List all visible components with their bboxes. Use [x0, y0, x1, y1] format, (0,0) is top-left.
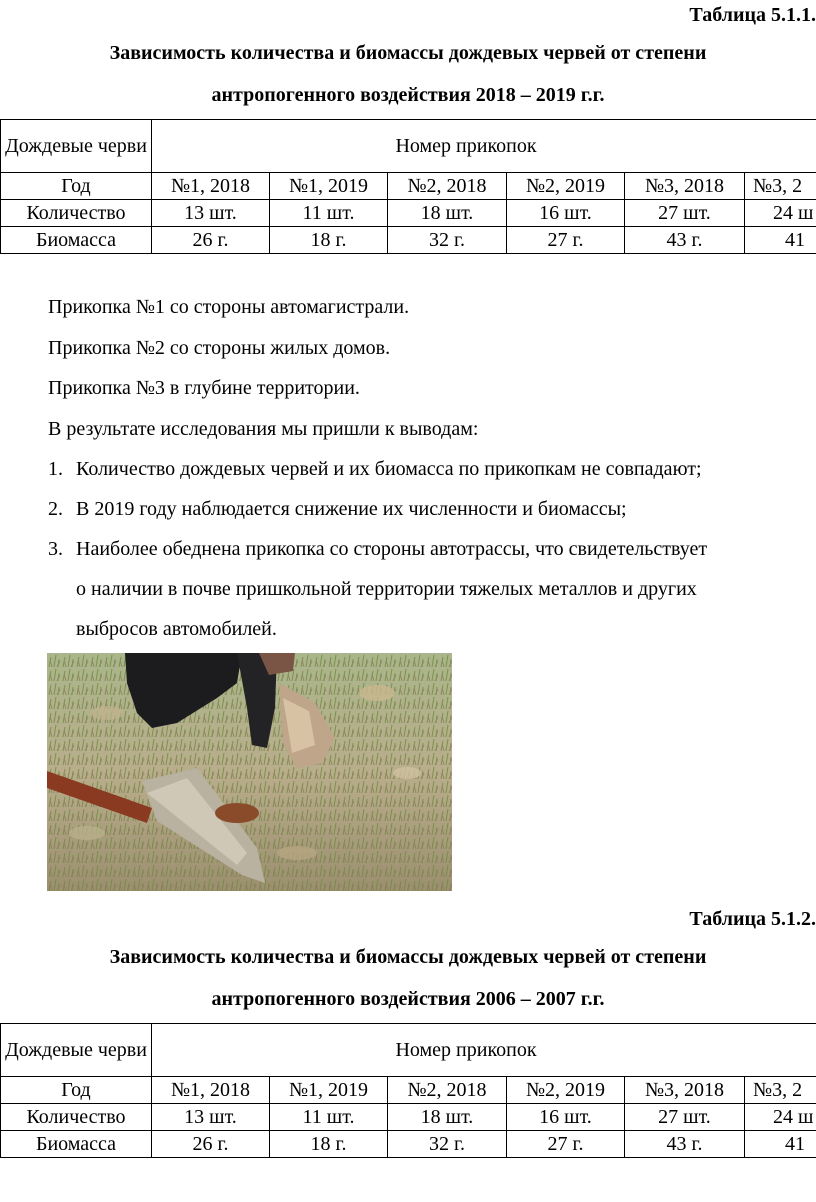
table-cell: №2, 2018 [388, 173, 507, 200]
table-cell: №2, 2018 [388, 1077, 507, 1104]
table-cell: 18 шт. [388, 1104, 507, 1131]
table-cell: №1, 2019 [270, 1077, 388, 1104]
table-cell: 32 г. [388, 227, 507, 254]
row-label: Год [1, 1077, 152, 1104]
table-cell: 11 шт. [270, 200, 388, 227]
table-cell: 18 г. [270, 227, 388, 254]
list-item-number: 3. [48, 538, 63, 560]
table-cell: №3, 2 [745, 1077, 816, 1104]
table1-header-main: Номер прикопок [152, 120, 816, 173]
table1-caption: Таблица 5.1.1. [689, 4, 816, 26]
table-cell: №3, 2 [745, 173, 816, 200]
table-cell: №3, 2018 [625, 173, 745, 200]
table-cell: 27 шт. [625, 200, 745, 227]
table2 [0, 1023, 816, 1158]
list-item-number: 1. [48, 458, 63, 480]
table-cell: №3, 2018 [625, 1077, 745, 1104]
table1-title-line1: Зависимость количества и биомассы дождевых червей от степени [109, 42, 707, 64]
table-row [1, 173, 816, 200]
list-item: Наиболее обеднена прикопка со стороны автотрассы, что свидетельствует [76, 538, 708, 560]
paragraph-conclusions-intro: В результате исследования мы пришли к выводам: [48, 418, 479, 440]
table-cell: 11 шт. [270, 1104, 388, 1131]
table-cell: 18 г. [270, 1131, 388, 1158]
row-label: Биомасса [1, 1131, 152, 1158]
table-cell: 26 г. [152, 227, 270, 254]
table2-title-line1: Зависимость количества и биомассы дождевых червей от степени [109, 946, 707, 968]
table-cell: 43 г. [625, 227, 745, 254]
table-cell: 27 г. [507, 1131, 625, 1158]
photo-soil-digging [47, 653, 452, 891]
table-row [1, 1077, 816, 1104]
row-label: Биомасса [1, 227, 152, 254]
list-item: Количество дождевых червей и их биомасса по прикопкам не совпадают; [76, 458, 702, 480]
photo-illustration [47, 653, 452, 891]
table2-header-main: Номер прикопок [152, 1024, 816, 1077]
table2-header-row [1, 1024, 816, 1077]
table-cell: 26 г. [152, 1131, 270, 1158]
table-cell: 32 г. [388, 1131, 507, 1158]
table-cell: 27 шт. [625, 1104, 745, 1131]
table-cell: 24 ш [745, 200, 816, 227]
table2-caption: Таблица 5.1.2. [689, 908, 816, 930]
table1-wrapper [0, 119, 816, 259]
table-cell: №1, 2018 [152, 173, 270, 200]
table-cell: 27 г. [507, 227, 625, 254]
table-row [1, 227, 816, 254]
table-cell: 16 шт. [507, 1104, 625, 1131]
table1-title-line2: антропогенного воздействия 2018 – 2019 г.г. [211, 84, 605, 106]
paragraph-pit1: Прикопка №1 со стороны автомагистрали. [48, 296, 410, 318]
row-label: Количество [1, 200, 152, 227]
table-cell: 13 шт. [152, 200, 270, 227]
row-label: Количество [1, 1104, 152, 1131]
table-cell: 41 [745, 1131, 816, 1158]
table-cell: №2, 2019 [507, 1077, 625, 1104]
table2-wrapper [0, 1023, 816, 1163]
paragraph-pit2: Прикопка №2 со стороны жилых домов. [48, 337, 391, 359]
table1-header-row [1, 120, 816, 173]
table-cell: №1, 2018 [152, 1077, 270, 1104]
list-item-continuation: о наличии в почве пришкольной территории тяжелых металлов и других [76, 578, 697, 600]
list-item: В 2019 году наблюдается снижение их численности и биомассы; [76, 498, 627, 520]
list-item-continuation: выбросов автомобилей. [76, 618, 277, 640]
table2-header-left: Дождевые черви [1, 1024, 152, 1077]
table-cell: 43 г. [625, 1131, 745, 1158]
table-cell: 18 шт. [388, 200, 507, 227]
row-label: Год [1, 173, 152, 200]
table-cell: 13 шт. [152, 1104, 270, 1131]
table-cell: №1, 2019 [270, 173, 388, 200]
list-item-number: 2. [48, 498, 63, 520]
table-row [1, 1131, 816, 1158]
paragraph-pit3: Прикопка №3 в глубине территории. [48, 377, 360, 399]
table-row [1, 200, 816, 227]
table-cell: 41 [745, 227, 816, 254]
table1-header-left: Дождевые черви [1, 120, 152, 173]
table1 [0, 119, 816, 254]
table2-title-line2: антропогенного воздействия 2006 – 2007 г.г. [211, 988, 605, 1010]
table-cell: 24 ш [745, 1104, 816, 1131]
table-cell: 16 шт. [507, 200, 625, 227]
table-cell: №2, 2019 [507, 173, 625, 200]
table-row [1, 1104, 816, 1131]
